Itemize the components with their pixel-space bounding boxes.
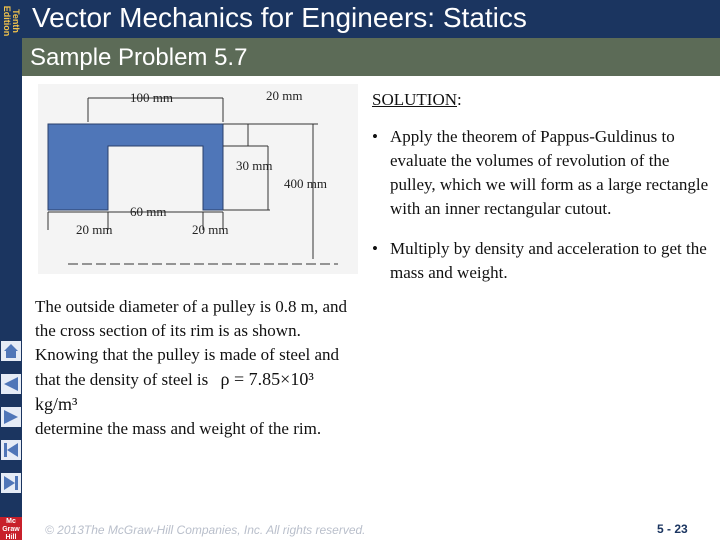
title-bar [22, 0, 720, 38]
solution-heading: SOLUTION: [372, 90, 462, 109]
copyright-footer: © 2013The McGraw-Hill Companies, Inc. All rights reserved. [45, 523, 366, 537]
problem-text-after: determine the mass and weight of the rim. [35, 419, 322, 438]
dim-top-thickness: 20 mm [266, 88, 303, 103]
page-title: Vector Mechanics for Engineers: Statics [32, 2, 527, 33]
dim-overall-height: 400 mm [284, 176, 327, 191]
bullet-item: • Multiply by density and acceleration to get the mass and weight. [372, 237, 717, 285]
problem-statement [35, 295, 355, 441]
page-subtitle: Sample Problem 5.7 [30, 44, 248, 71]
skip-forward-icon[interactable] [1, 473, 21, 493]
skip-back-icon[interactable] [1, 440, 21, 460]
dim-top-width: 100 mm [130, 90, 173, 105]
sidebar [0, 0, 22, 540]
dim-right-wall: 20 mm [192, 222, 229, 237]
solution-bullets [372, 125, 717, 301]
bullet-item: • Apply the theorem of Pappus-Guldinus to evaluate the volumes of revolution of the pulley, which we will form as a large rectangle with an inner rectangular cutout. [372, 125, 717, 221]
density-formula: ρ = 7.85×10³ kg/m³ [35, 369, 314, 414]
publisher-logo: Mc Graw Hill [0, 517, 22, 540]
dim-inner-height: 30 mm [236, 158, 273, 173]
dim-left-wall: 20 mm [76, 222, 113, 237]
arrow-left-icon[interactable] [1, 374, 21, 394]
problem-text-before: The outside diameter of a pulley is 0.8 m, and the cross section of its rim is as shown. Knowing that the pulley is made of steel and that the density of steel is [35, 297, 348, 389]
edition-text: Tenth Edition [2, 5, 21, 37]
page-number: 5 - 23 [657, 522, 688, 536]
arrow-right-icon[interactable] [1, 407, 21, 427]
edition-label [0, 0, 22, 44]
home-icon[interactable] [1, 341, 21, 361]
dim-inner-width: 60 mm [130, 204, 167, 219]
pulley-cross-section-figure [38, 84, 358, 274]
subtitle-bar [22, 38, 720, 76]
